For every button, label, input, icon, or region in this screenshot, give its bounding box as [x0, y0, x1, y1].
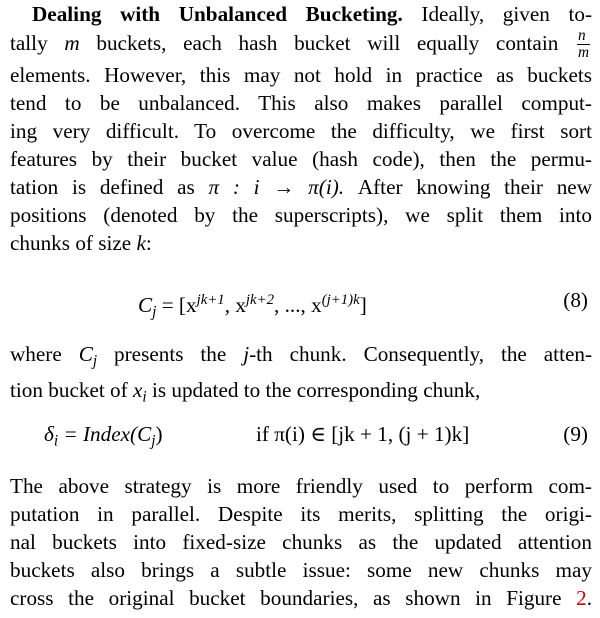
math-var-k: k — [136, 231, 146, 256]
text-line: elements. However, this may not hold in practice as buckets — [10, 63, 592, 88]
text-span: After knowing their new — [357, 175, 593, 200]
text-span: buckets, each hash bucket will equally contain — [96, 31, 559, 56]
text-line — [10, 229, 592, 257]
math-permutation: π : i → π(i). — [208, 175, 345, 200]
text-line: ing very difficult. To overcome the difficulty, we first sort — [10, 119, 592, 144]
math-subscript: i — [53, 432, 59, 450]
text-line: The above strategy is more friendly used to perform com- — [10, 474, 592, 498]
text-line — [10, 28, 592, 61]
text-line — [10, 340, 592, 376]
math-delta: δ — [44, 422, 54, 446]
math-text: ] — [359, 293, 367, 318]
math-var-j: j — [243, 342, 250, 366]
text-span: chunks of size — [10, 231, 132, 256]
text-line: tend to be unbalanced. This also makes parallel comput- — [10, 91, 592, 116]
math-subscript: i — [142, 388, 147, 406]
math-subscript: j — [152, 303, 157, 321]
text-span: Ideally, given to- — [421, 2, 592, 26]
math-text: = Index(C — [63, 422, 152, 446]
paragraph-strategy — [10, 472, 592, 612]
text-span: cross the original bucket boundaries, as shown in Figure — [10, 586, 562, 610]
math-text: , x — [224, 293, 246, 318]
text-span: tion bucket of — [10, 377, 128, 402]
math-superscript: jk+2 — [245, 292, 275, 308]
math-superscript: (j+1)k — [321, 292, 360, 308]
math-subscript: j — [151, 432, 156, 450]
text-span: tally — [10, 31, 48, 56]
math-text: , ..., x — [274, 293, 322, 318]
text-span: is updated to the corresponding chunk, — [151, 377, 481, 402]
math-text: ) — [155, 422, 163, 446]
figure-2-link[interactable]: 2 — [576, 586, 587, 610]
equation-body — [44, 418, 163, 458]
text-span: . — [586, 586, 593, 610]
paragraph-unbalanced-bucketing — [10, 0, 592, 257]
paragraph-chunks — [10, 340, 592, 411]
equation-8 — [0, 284, 600, 321]
text-line: putation in parallel. Despite its merits, splitting the origi- — [10, 502, 592, 526]
math-superscript: jk+1 — [196, 292, 225, 308]
text-span: where — [10, 342, 62, 366]
text-line: nal buckets into fixed-size chunks as the updated attention — [10, 530, 592, 554]
math-C: C — [138, 293, 153, 318]
text-span: -th chunk. Consequently, the atten- — [249, 342, 593, 366]
text-span: tation is defined as — [10, 175, 195, 200]
text-span: presents the — [114, 342, 227, 366]
math-text: = [x — [161, 293, 197, 318]
text-line — [10, 173, 592, 201]
equation-body — [138, 284, 367, 329]
math-var-m: m — [64, 31, 80, 56]
equation-9 — [0, 418, 600, 450]
fraction-n-over-m — [577, 28, 590, 61]
equation-number: (9) — [563, 422, 588, 446]
equation-number: (8) — [563, 288, 588, 312]
text-line — [10, 376, 592, 412]
math-subscript: j — [92, 352, 98, 370]
text-line — [10, 584, 592, 612]
fraction-numerator: n — [577, 28, 590, 45]
text-line: positions (denoted by the superscripts), we split them into — [10, 203, 592, 228]
text-span: : — [145, 231, 152, 256]
math-C: C — [78, 342, 93, 366]
math-x: x — [132, 377, 143, 402]
paragraph-heading: Dealing with Unbalanced Bucketing. — [32, 2, 403, 26]
equation-condition: if π(i) ∈ [jk + 1, (j + 1)k] — [256, 422, 470, 446]
text-line: buckets also brings a subtle issue: some new chunks may — [10, 558, 592, 582]
text-line — [10, 0, 592, 28]
fraction-denominator: m — [577, 44, 589, 62]
text-line: features by their bucket value (hash code), then the permu- — [10, 147, 592, 172]
